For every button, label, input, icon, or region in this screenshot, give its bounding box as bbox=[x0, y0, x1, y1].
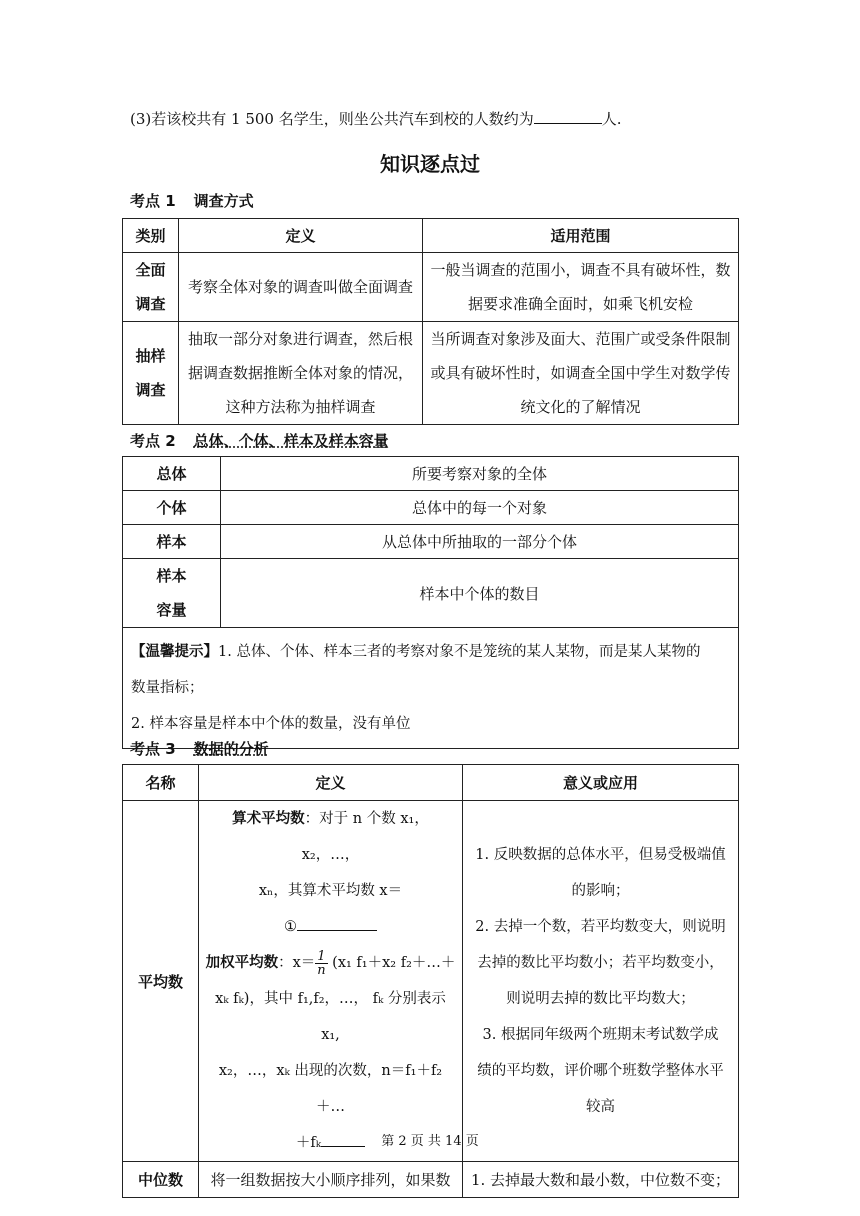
row-label: 样本 bbox=[123, 525, 221, 559]
table-row bbox=[123, 491, 739, 525]
question-3 bbox=[130, 108, 622, 129]
kaodian-2-heading bbox=[130, 430, 389, 451]
kaodian-3-number: 考点 3 bbox=[130, 740, 176, 758]
tip-cell bbox=[123, 628, 739, 749]
meaning-cell: 1. 去掉最大数和最小数，中位数不变； bbox=[463, 1162, 739, 1198]
header-scope: 适用范围 bbox=[423, 219, 739, 253]
row-label: 全面 调查 bbox=[123, 253, 179, 322]
tip-row bbox=[123, 628, 739, 749]
scope-cell: 当所调查对象涉及面大、范围广或受条件限制 或具有破坏性时，如调查全国中学生对数学传 统文化的了解情况 bbox=[423, 322, 739, 425]
table-row bbox=[123, 457, 739, 491]
tip-line: 2. 样本容量是样本中个体的数量，没有单位 bbox=[131, 716, 411, 732]
row-value: 总体中的每一个对象 bbox=[221, 491, 739, 525]
scope-cell: 一般当调查的范围小，调查不具有破坏性，数 据要求准确全面时，如乘飞机安检 bbox=[423, 253, 739, 322]
blank-marker: ① bbox=[284, 919, 297, 935]
kaodian-2-title: 总体、个体、样本及样本容量 bbox=[193, 432, 389, 450]
row-label: 样本 容量 bbox=[123, 559, 221, 628]
question-3-suffix: 人. bbox=[601, 110, 622, 128]
table-row bbox=[123, 253, 739, 322]
table-row bbox=[123, 525, 739, 559]
definition-cell: 抽取一部分对象进行调查，然后根 据调查数据推断全体对象的情况， 这种方法称为抽样调查 bbox=[179, 322, 423, 425]
answer-blank bbox=[297, 916, 377, 931]
population-sample-table bbox=[122, 456, 739, 749]
row-value: 样本中个体的数目 bbox=[221, 559, 739, 628]
table-row bbox=[123, 801, 739, 1162]
definition-cell: 考察全体对象的调查叫做全面调查 bbox=[179, 253, 423, 322]
row-value: 从总体中所抽取的一部分个体 bbox=[221, 525, 739, 559]
table-row bbox=[123, 322, 739, 425]
survey-methods-table bbox=[122, 218, 739, 425]
question-3-text: (3)若该校共有 1 500 名学生，则坐公共汽车到校的人数约为 bbox=[130, 110, 534, 128]
answer-blank bbox=[534, 109, 602, 124]
definition-cell: 将一组数据按大小顺序排列，如果数 bbox=[199, 1162, 463, 1198]
row-value: 所要考察对象的全体 bbox=[221, 457, 739, 491]
header-meaning: 意义或应用 bbox=[463, 765, 739, 801]
fraction: $\frac{1}{n}$ bbox=[317, 948, 326, 978]
kaodian-3-heading bbox=[130, 738, 269, 759]
table-row bbox=[123, 559, 739, 628]
tip-label: 【温馨提示】 bbox=[131, 644, 218, 660]
kaodian-3-title: 数据的分析 bbox=[193, 740, 269, 758]
row-label: 平均数 bbox=[123, 801, 199, 1162]
section-title: 知识逐点过 bbox=[380, 152, 480, 176]
definition-cell: 算术平均数：对于 n 个数 x₁，x₂，…， xₙ，其算术平均数 x＝ ① 加权平均数：x＝ $\frac{1}{n}$ (x₁ f₁＋x₂ f₂＋…＋ xₖ fₖ)，其中 f₁,f₂，…， fₖ 分别表示 x₁, x₂，…，xₖ 出现的次数，n＝f₁＋f₂＋… ＋fₖ bbox=[199, 801, 463, 1162]
kaodian-1-title: 调查方式 bbox=[193, 192, 254, 210]
kaodian-2-number: 考点 2 bbox=[130, 432, 176, 450]
row-label: 中位数 bbox=[123, 1162, 199, 1198]
tip-line: 数量指标； bbox=[131, 680, 204, 696]
kaodian-1-number: 考点 1 bbox=[130, 192, 176, 210]
table-row bbox=[123, 1162, 739, 1198]
header-category: 类别 bbox=[123, 219, 179, 253]
meaning-cell: 1. 反映数据的总体水平，但易受极端值 的影响； 2. 去掉一个数，若平均数变大，则说明 去掉的数比平均数小；若平均数变小， 则说明去掉的数比平均数大； 3. 根据同年级两个班期末考试数学成 绩的平均数，评价哪个班数学整体水平 较高 bbox=[463, 801, 739, 1162]
arith-mean-label: 算术平均数 bbox=[232, 811, 305, 827]
row-label: 抽样 调查 bbox=[123, 322, 179, 425]
header-definition: 定义 bbox=[179, 219, 423, 253]
row-label: 总体 bbox=[123, 457, 221, 491]
header-definition: 定义 bbox=[199, 765, 463, 801]
header-name: 名称 bbox=[123, 765, 199, 801]
weighted-mean-label: 加权平均数 bbox=[205, 955, 279, 971]
tip-line: 1. 总体、个体、样本三者的考察对象不是笼统的某人某物，而是某人某物的 bbox=[218, 644, 701, 660]
kaodian-1-heading bbox=[130, 190, 254, 211]
row-label: 个体 bbox=[123, 491, 221, 525]
page-footer: 第 2 页 共 14 页 bbox=[381, 1134, 479, 1149]
